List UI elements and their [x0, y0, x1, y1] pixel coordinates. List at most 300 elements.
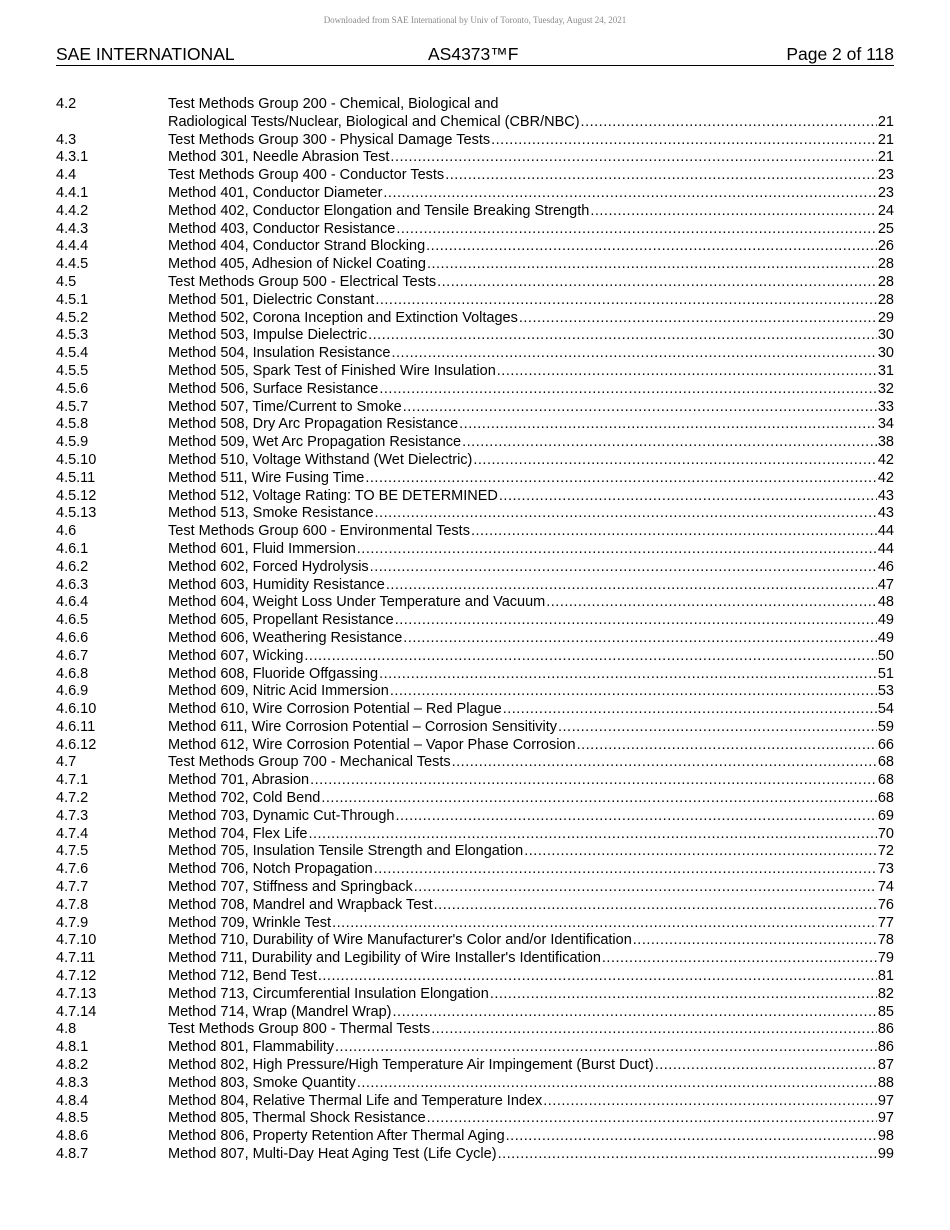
- toc-title: Method 803, Smoke Quantity: [168, 1074, 356, 1091]
- toc-title: Method 807, Multi-Day Heat Aging Test (Life Cycle): [168, 1146, 497, 1163]
- toc-dot-leader: [321, 790, 877, 808]
- toc-dot-leader: [503, 701, 877, 719]
- toc-entry[interactable]: [56, 327, 894, 345]
- toc-section-number: 4.5.9: [56, 434, 89, 451]
- toc-title: Test Methods Group 200 - Chemical, Biological and: [168, 96, 499, 112]
- toc-title: Method 701, Abrasion: [168, 772, 310, 789]
- toc-page-number: 81: [877, 968, 894, 985]
- toc-section-number: 4.5.7: [56, 398, 89, 415]
- toc-title: Test Methods Group 700 - Mechanical Tests: [168, 754, 451, 771]
- toc-section-number: 4.7.2: [56, 790, 89, 807]
- toc-entry-body: [168, 808, 894, 826]
- toc-dot-leader: [633, 932, 877, 950]
- toc-dot-leader: [370, 559, 877, 577]
- toc-title-line: [168, 256, 894, 274]
- toc-dot-leader: [335, 1039, 877, 1057]
- toc-entry[interactable]: [56, 434, 894, 452]
- toc-entry[interactable]: [56, 577, 894, 595]
- toc-title: Method 507, Time/Current to Smoke: [168, 398, 402, 415]
- toc-dot-leader: [471, 523, 877, 541]
- toc-title: Method 704, Flex Life: [168, 825, 308, 842]
- toc-dot-leader: [391, 345, 876, 363]
- toc-entry-body: [168, 203, 894, 221]
- toc-page-number: 42: [877, 451, 894, 468]
- toc-entry[interactable]: [56, 203, 894, 221]
- toc-page-number: 74: [877, 879, 894, 896]
- toc-title: Method 404, Conductor Strand Blocking: [168, 238, 426, 255]
- toc-section-number: 4.4.2: [56, 202, 89, 219]
- toc-section-number: 4.5.6: [56, 380, 89, 397]
- toc-entry[interactable]: [56, 292, 894, 310]
- toc-section-number: 4.6.10: [56, 701, 97, 718]
- toc-entry-body: [168, 345, 894, 363]
- toc-dot-leader: [357, 1075, 877, 1093]
- toc-title-line: [168, 630, 894, 648]
- toc-dot-leader: [395, 612, 877, 630]
- toc-title-line: [168, 1039, 894, 1057]
- toc-entry-body: [168, 327, 894, 345]
- toc-entry[interactable]: [56, 897, 894, 915]
- toc-section-number: 4.5.5: [56, 362, 89, 379]
- toc-title: Method 713, Circumferential Insulation Elongation: [168, 985, 489, 1002]
- toc-entry[interactable]: [56, 541, 894, 559]
- toc-title-line: [168, 950, 894, 968]
- toc-page-number: 73: [877, 861, 894, 878]
- toc-entry[interactable]: [56, 1021, 894, 1039]
- toc-page-number: 76: [877, 896, 894, 913]
- toc-section-number: 4.7.5: [56, 843, 89, 860]
- toc-entry[interactable]: [56, 737, 894, 755]
- toc-entry-body: [168, 221, 894, 239]
- toc-dot-leader: [375, 292, 877, 310]
- toc-page-number: 31: [877, 362, 894, 379]
- toc-section-number: 4.8.1: [56, 1039, 89, 1056]
- toc-entry-body: [168, 1128, 894, 1146]
- toc-title-line: [168, 1004, 894, 1022]
- toc-entry-body: [168, 826, 894, 844]
- toc-title-line: [168, 648, 894, 666]
- toc-entry-body: [168, 648, 894, 666]
- toc-title-line: [168, 167, 894, 185]
- toc-title: Method 708, Mandrel and Wrapback Test: [168, 896, 433, 913]
- toc-entry-body: [168, 256, 894, 274]
- toc-title: Method 703, Dynamic Cut-Through: [168, 807, 395, 824]
- toc-entry[interactable]: [56, 950, 894, 968]
- toc-entry-body: [168, 754, 894, 772]
- toc-entry[interactable]: [56, 274, 894, 292]
- toc-entry[interactable]: [56, 826, 894, 844]
- toc-entry[interactable]: [56, 879, 894, 897]
- toc-title: Method 512, Voltage Rating: TO BE DETERMINED: [168, 487, 498, 504]
- toc-title-line: [168, 1110, 894, 1128]
- toc-title: Method 714, Wrap (Mandrel Wrap): [168, 1003, 392, 1020]
- toc-section-number: 4.8.7: [56, 1146, 89, 1163]
- toc-title-line: [168, 1021, 894, 1039]
- toc-dot-leader: [437, 274, 877, 292]
- toc-title: Method 711, Durability and Legibility of Wire Installer's Identification: [168, 950, 601, 967]
- toc-dot-leader: [403, 399, 877, 417]
- toc-dot-leader: [396, 221, 877, 239]
- toc-title: Method 705, Insulation Tensile Strength and Elongation: [168, 843, 524, 860]
- toc-entry[interactable]: [56, 96, 894, 132]
- toc-entry[interactable]: [56, 968, 894, 986]
- toc-title: Method 508, Dry Arc Propagation Resistance: [168, 416, 459, 433]
- toc-title: Method 706, Notch Propagation: [168, 861, 373, 878]
- toc-title: Method 709, Wrinkle Test: [168, 914, 332, 931]
- toc-page-number: 85: [877, 1003, 894, 1020]
- toc-dot-leader: [490, 986, 877, 1004]
- toc-dot-leader: [431, 1021, 877, 1039]
- toc-page-number: 30: [877, 327, 894, 344]
- toc-title-line: [168, 968, 894, 986]
- toc-page-number: 32: [877, 380, 894, 397]
- toc-entry[interactable]: [56, 399, 894, 417]
- toc-entry-body: [168, 132, 894, 150]
- toc-title-line: [168, 96, 894, 114]
- toc-dot-leader: [390, 149, 876, 167]
- toc-dot-leader: [577, 737, 877, 755]
- toc-title: Method 802, High Pressure/High Temperature Air Impingement (Burst Duct): [168, 1057, 654, 1074]
- toc-section-number: 4.5.10: [56, 451, 97, 468]
- toc-section-number: 4.3: [56, 131, 77, 148]
- toc-entry[interactable]: [56, 505, 894, 523]
- toc-title-line: [168, 559, 894, 577]
- toc-entry-body: [168, 523, 894, 541]
- toc-section-number: 4.5.1: [56, 291, 89, 308]
- toc-section-number: 4.7.14: [56, 1003, 97, 1020]
- toc-entry[interactable]: [56, 167, 894, 185]
- toc-section-number: 4.3.1: [56, 149, 89, 166]
- toc-entry[interactable]: [56, 754, 894, 772]
- toc-page-number: 86: [877, 1021, 894, 1038]
- toc-title-line: [168, 683, 894, 701]
- header-document-id: AS4373™F: [428, 44, 519, 64]
- toc-title-line: [168, 363, 894, 381]
- toc-entry-body: [168, 399, 894, 417]
- toc-entry-body: [168, 1021, 894, 1039]
- toc-entry[interactable]: [56, 1004, 894, 1022]
- toc-entry[interactable]: [56, 1093, 894, 1111]
- toc-dot-leader: [308, 826, 876, 844]
- toc-dot-leader: [365, 470, 876, 488]
- toc-section-number: 4.7.12: [56, 968, 97, 985]
- toc-title-line: [168, 1093, 894, 1111]
- toc-entry[interactable]: [56, 185, 894, 203]
- toc-dot-leader: [506, 1128, 877, 1146]
- toc-title-line: [168, 737, 894, 755]
- toc-section-number: 4.7.10: [56, 932, 97, 949]
- toc-section-number: 4.7: [56, 754, 77, 771]
- toc-entry[interactable]: [56, 559, 894, 577]
- toc-page-number: 68: [877, 772, 894, 789]
- toc-title-line: [168, 594, 894, 612]
- toc-title: Method 601, Fluid Immersion: [168, 540, 356, 557]
- toc-dot-leader: [393, 1004, 877, 1022]
- toc-entry-body: [168, 452, 894, 470]
- toc-page-number: 21: [877, 131, 894, 148]
- toc-section-number: 4.6.3: [56, 576, 89, 593]
- toc-entry[interactable]: [56, 1110, 894, 1128]
- toc-title-line: [168, 114, 894, 132]
- toc-dot-leader: [375, 505, 877, 523]
- toc-dot-leader: [374, 861, 877, 879]
- toc-section-number: 4.7.1: [56, 772, 89, 789]
- toc-entry-body: [168, 594, 894, 612]
- toc-title-line: [168, 790, 894, 808]
- toc-entry[interactable]: [56, 488, 894, 506]
- toc-title-line: [168, 772, 894, 790]
- toc-section-number: 4.6.4: [56, 594, 89, 611]
- toc-entry-body: [168, 541, 894, 559]
- toc-entry-body: [168, 843, 894, 861]
- toc-title: Test Methods Group 800 - Thermal Tests: [168, 1021, 431, 1038]
- toc-dot-leader: [581, 114, 877, 132]
- toc-entry[interactable]: [56, 772, 894, 790]
- toc-page-number: 48: [877, 594, 894, 611]
- toc-entry-body: [168, 434, 894, 452]
- toc-page-number: 21: [877, 149, 894, 166]
- toc-title-line: [168, 185, 894, 203]
- toc-dot-leader: [452, 754, 877, 772]
- toc-entry[interactable]: [56, 932, 894, 950]
- toc-entry[interactable]: [56, 132, 894, 150]
- toc-section-number: 4.6.7: [56, 647, 89, 664]
- toc-entry-body: [168, 488, 894, 506]
- toc-entry[interactable]: [56, 861, 894, 879]
- toc-dot-leader: [414, 879, 877, 897]
- toc-page-number: 49: [877, 629, 894, 646]
- download-watermark: Downloaded from SAE International by Univ of Toronto, Tuesday, August 24, 2021: [323, 15, 627, 25]
- toc-entry-body: [168, 915, 894, 933]
- toc-title-line: [168, 1075, 894, 1093]
- toc-entry[interactable]: [56, 630, 894, 648]
- toc-entry-body: [168, 470, 894, 488]
- toc-dot-leader: [498, 1146, 877, 1164]
- toc-title: Method 804, Relative Thermal Life and Temperature Index: [168, 1092, 543, 1109]
- toc-title: Test Methods Group 500 - Electrical Tests: [168, 273, 437, 290]
- toc-page-number: 87: [877, 1057, 894, 1074]
- toc-entry-body: [168, 559, 894, 577]
- toc-entry[interactable]: [56, 452, 894, 470]
- toc-section-number: 4.8.4: [56, 1092, 89, 1109]
- toc-title-line: [168, 238, 894, 256]
- toc-dot-leader: [310, 772, 877, 790]
- toc-dot-leader: [379, 666, 877, 684]
- toc-entry[interactable]: [56, 1128, 894, 1146]
- toc-title: Method 502, Corona Inception and Extinction Voltages: [168, 309, 518, 326]
- toc-page-number: 38: [877, 434, 894, 451]
- toc-title-line: [168, 345, 894, 363]
- toc-entry-body: [168, 292, 894, 310]
- toc-title: Method 603, Humidity Resistance: [168, 576, 385, 593]
- toc-title-line: [168, 488, 894, 506]
- toc-section-number: 4.7.4: [56, 825, 89, 842]
- toc-entry[interactable]: [56, 701, 894, 719]
- toc-entry[interactable]: [56, 594, 894, 612]
- toc-page-number: 66: [877, 736, 894, 753]
- toc-section-number: 4.6.2: [56, 558, 89, 575]
- toc-entry[interactable]: [56, 790, 894, 808]
- toc-page-number: 79: [877, 950, 894, 967]
- toc-page-number: 59: [877, 718, 894, 735]
- toc-title: Method 503, Impulse Dielectric: [168, 327, 368, 344]
- toc-dot-leader: [497, 363, 877, 381]
- toc-entry[interactable]: [56, 612, 894, 630]
- toc-section-number: 4.4.5: [56, 256, 89, 273]
- toc-section-number: 4.5.11: [56, 469, 96, 486]
- toc-page-number: 43: [877, 487, 894, 504]
- toc-entry[interactable]: [56, 416, 894, 434]
- toc-title: Method 501, Dielectric Constant: [168, 291, 375, 308]
- toc-page-number: 23: [877, 167, 894, 184]
- toc-entry-body: [168, 96, 894, 132]
- toc-dot-leader: [445, 167, 877, 185]
- toc-entry[interactable]: [56, 1146, 894, 1164]
- toc-title-line: [168, 292, 894, 310]
- toc-entry-body: [168, 363, 894, 381]
- toc-dot-leader: [368, 327, 877, 345]
- toc-page-number: 97: [877, 1110, 894, 1127]
- toc-page-number: 44: [877, 540, 894, 557]
- toc-entry[interactable]: [56, 1039, 894, 1057]
- toc-title-line: [168, 719, 894, 737]
- toc-section-number: 4.5.2: [56, 309, 89, 326]
- toc-entry-body: [168, 772, 894, 790]
- toc-page-number: 28: [877, 256, 894, 273]
- toc-dot-leader: [403, 630, 877, 648]
- toc-dot-leader: [357, 541, 877, 559]
- toc-title: Method 506, Surface Resistance: [168, 380, 379, 397]
- toc-entry[interactable]: [56, 683, 894, 701]
- toc-page-number: 68: [877, 790, 894, 807]
- toc-section-number: 4.4.1: [56, 184, 89, 201]
- toc-title-line: [168, 666, 894, 684]
- toc-title: Method 513, Smoke Resistance: [168, 505, 374, 522]
- toc-page-number: 53: [877, 683, 894, 700]
- toc-entry[interactable]: [56, 843, 894, 861]
- toc-title-line: [168, 132, 894, 150]
- toc-entry-body: [168, 1004, 894, 1022]
- toc-page-number: 69: [877, 807, 894, 824]
- toc-entry[interactable]: [56, 1075, 894, 1093]
- toc-entry[interactable]: [56, 523, 894, 541]
- table-of-contents: [56, 96, 894, 1164]
- toc-entry-body: [168, 185, 894, 203]
- toc-entry[interactable]: [56, 310, 894, 328]
- toc-title: Method 712, Bend Test: [168, 968, 317, 985]
- toc-entry[interactable]: [56, 363, 894, 381]
- toc-page-number: 77: [877, 914, 894, 931]
- toc-title-line: [168, 381, 894, 399]
- toc-section-number: 4.5.8: [56, 416, 89, 433]
- toc-dot-leader: [655, 1057, 877, 1075]
- toc-dot-leader: [390, 683, 877, 701]
- toc-title-line: [168, 1146, 894, 1164]
- toc-page-number: 99: [877, 1146, 894, 1163]
- toc-section-number: 4.2: [56, 96, 77, 112]
- toc-title-line: [168, 897, 894, 915]
- toc-dot-leader: [318, 968, 877, 986]
- toc-entry-body: [168, 310, 894, 328]
- toc-entry-body: [168, 1110, 894, 1128]
- toc-entry[interactable]: [56, 221, 894, 239]
- toc-dot-leader: [386, 577, 877, 595]
- toc-dot-leader: [395, 808, 876, 826]
- toc-entry-body: [168, 968, 894, 986]
- toc-dot-leader: [491, 132, 877, 150]
- toc-section-number: 4.6.6: [56, 629, 89, 646]
- toc-title: Method 401, Conductor Diameter: [168, 184, 383, 201]
- toc-title: Test Methods Group 300 - Physical Damage Tests: [168, 131, 491, 148]
- toc-entry-body: [168, 1146, 894, 1164]
- toc-entry[interactable]: [56, 808, 894, 826]
- toc-title-line: [168, 523, 894, 541]
- toc-title-line: [168, 826, 894, 844]
- toc-entry[interactable]: [56, 986, 894, 1004]
- toc-page-number: 78: [877, 932, 894, 949]
- toc-entry[interactable]: [56, 149, 894, 167]
- toc-entry-body: [168, 577, 894, 595]
- toc-section-number: 4.5: [56, 273, 77, 290]
- toc-page-number: 97: [877, 1092, 894, 1109]
- toc-title: Method 608, Fluoride Offgassing: [168, 665, 379, 682]
- toc-section-number: 4.5.4: [56, 345, 89, 362]
- toc-title-line: [168, 915, 894, 933]
- toc-title-line: [168, 221, 894, 239]
- toc-section-number: 4.7.11: [56, 950, 96, 967]
- toc-entry[interactable]: [56, 666, 894, 684]
- toc-title: Method 510, Voltage Withstand (Wet Dielectric): [168, 451, 473, 468]
- toc-entry[interactable]: [56, 719, 894, 737]
- toc-page-number: 29: [877, 309, 894, 326]
- toc-title: Method 609, Nitric Acid Immersion: [168, 683, 389, 700]
- toc-entry[interactable]: [56, 470, 894, 488]
- toc-title: Radiological Tests/Nuclear, Biological and Chemical (CBR/NBC): [168, 113, 580, 130]
- toc-dot-leader: [304, 648, 876, 666]
- toc-page-number: 26: [877, 238, 894, 255]
- toc-section-number: 4.8.6: [56, 1128, 89, 1145]
- toc-entry-body: [168, 737, 894, 755]
- toc-dot-leader: [558, 719, 877, 737]
- toc-title: Method 610, Wire Corrosion Potential – Red Plague: [168, 701, 502, 718]
- toc-entry[interactable]: [56, 1057, 894, 1075]
- toc-entry[interactable]: [56, 915, 894, 933]
- toc-entry[interactable]: [56, 256, 894, 274]
- toc-title-line: [168, 274, 894, 292]
- toc-page-number: 28: [877, 291, 894, 308]
- toc-section-number: 4.4.4: [56, 238, 89, 255]
- toc-title: Method 405, Adhesion of Nickel Coating: [168, 256, 426, 273]
- toc-title-line: [168, 986, 894, 1004]
- toc-title-line: [168, 932, 894, 950]
- toc-entry[interactable]: [56, 238, 894, 256]
- toc-section-number: 4.5.12: [56, 487, 97, 504]
- toc-entry[interactable]: [56, 648, 894, 666]
- toc-entry-body: [168, 1093, 894, 1111]
- toc-entry[interactable]: [56, 381, 894, 399]
- toc-page-number: 42: [877, 469, 894, 486]
- toc-section-number: 4.4: [56, 167, 77, 184]
- toc-entry[interactable]: [56, 345, 894, 363]
- toc-entry-body: [168, 986, 894, 1004]
- toc-title-line: [168, 541, 894, 559]
- toc-page-number: 98: [877, 1128, 894, 1145]
- toc-dot-leader: [427, 256, 877, 274]
- toc-title: Method 707, Stiffness and Springback: [168, 879, 413, 896]
- toc-entry-body: [168, 683, 894, 701]
- toc-title: Method 606, Weathering Resistance: [168, 629, 403, 646]
- toc-entry-body: [168, 719, 894, 737]
